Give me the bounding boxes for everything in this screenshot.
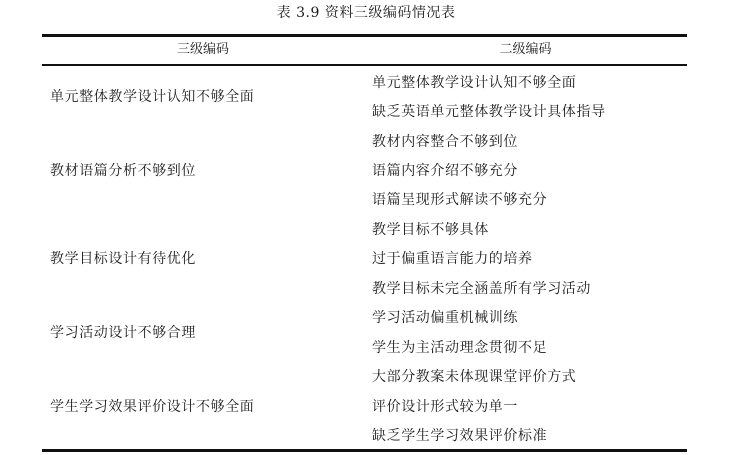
level3-code: 学习活动设计不够合理 [50, 325, 196, 341]
level2-code: 学生为主活动理念贯彻不足 [372, 340, 548, 356]
level2-code: 学习活动偏重机械训练 [372, 310, 518, 326]
table-header-rule [42, 64, 687, 66]
level3-code: 教材语篇分析不够到位 [50, 163, 196, 179]
table-bottom-rule [42, 449, 687, 452]
level2-code: 语篇内容介绍不够充分 [372, 163, 518, 179]
level2-code: 缺乏学生学习效果评价标准 [372, 428, 548, 444]
level3-code: 学生学习效果评价设计不够全面 [50, 399, 255, 415]
level3-code: 单元整体教学设计认知不够全面 [50, 89, 255, 105]
table-caption: 表 3.9 资料三级编码情况表 [276, 5, 456, 21]
header-level3: 三级编码 [176, 42, 229, 57]
level2-code: 教学目标不够具体 [372, 222, 489, 238]
coding-table [42, 34, 687, 452]
level2-code: 教学目标未完全涵盖所有学习活动 [372, 281, 591, 297]
level2-code: 单元整体教学设计认知不够全面 [372, 75, 577, 91]
header-level2: 二级编码 [499, 42, 552, 57]
level2-code: 缺乏英语单元整体教学设计具体指导 [372, 104, 606, 120]
level3-code: 教学目标设计有待优化 [50, 251, 196, 267]
level2-code: 评价设计形式较为单一 [372, 399, 518, 415]
level2-code: 大部分教案未体现课堂评价方式 [372, 369, 577, 385]
level2-code: 过于偏重语言能力的培养 [372, 251, 533, 267]
level2-code: 教材内容整合不够到位 [372, 134, 518, 150]
level2-code: 语篇呈现形式解读不够充分 [372, 192, 548, 208]
